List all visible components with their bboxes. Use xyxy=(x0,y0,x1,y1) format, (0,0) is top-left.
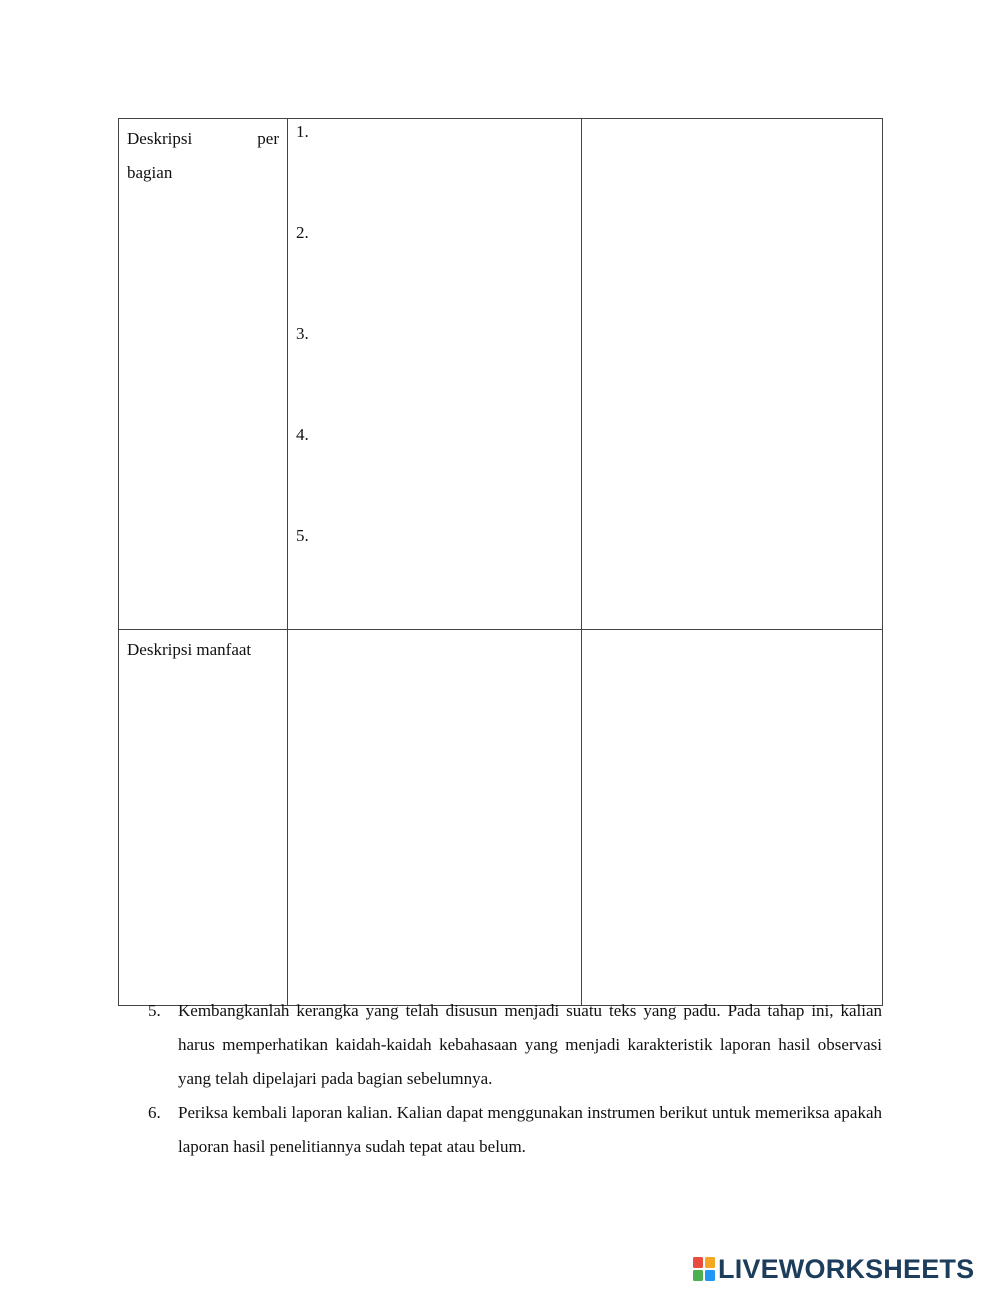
instruction-item xyxy=(148,994,882,1096)
instruction-text: Kembangkanlah kerangka yang telah disusun menjadi suatu teks yang padu. Pada tahap ini, kalian harus memperhatikan kaidah-kaidah kebahasaan yang menjadi karakteristik laporan hasil observasi yang telah dipelajari pada bagian sebelumnya. xyxy=(178,1001,882,1088)
instruction-text: Periksa kembali laporan kalian. Kalian dapat menggunakan instrumen berikut untuk memeriksa apakah laporan hasil penelitiannya sudah tepat atau belum. xyxy=(178,1103,882,1156)
liveworksheets-logo-icon xyxy=(693,1257,715,1281)
worksheet-table xyxy=(118,118,883,1006)
liveworksheets-logo xyxy=(693,1252,974,1286)
row-label-line: bagian xyxy=(127,163,173,182)
table-row-deskripsi-manfaat xyxy=(119,630,883,1006)
list-item-number: 3. xyxy=(296,324,309,343)
row-label-cell xyxy=(119,119,288,630)
row-label: Deskripsi manfaat xyxy=(127,640,252,659)
answer-cell[interactable] xyxy=(582,630,883,1006)
list-item-number: 4. xyxy=(296,425,309,444)
row-label-cell xyxy=(119,630,288,1006)
answer-cell[interactable] xyxy=(582,119,883,630)
answer-cell[interactable] xyxy=(288,630,582,1006)
instruction-number: 6. xyxy=(148,1103,161,1122)
answer-input-manfaat-1[interactable] xyxy=(288,630,581,1005)
list-item-number: 2. xyxy=(296,223,309,242)
table-row-deskripsi-per-bagian xyxy=(119,119,883,630)
list-item-number: 1. xyxy=(296,122,309,141)
row-label-line: Deskripsi per xyxy=(127,129,279,148)
answer-input-manfaat-2[interactable] xyxy=(582,630,882,1005)
list-item-number: 5. xyxy=(296,526,309,545)
instruction-item xyxy=(148,1096,882,1164)
instruction-number: 5. xyxy=(148,1001,161,1020)
answer-input-deskripsi-per-bagian[interactable] xyxy=(582,119,882,629)
logo-text: LIVEWORKSHEETS xyxy=(718,1254,975,1284)
instruction-list xyxy=(148,994,882,1164)
numbered-list-cell xyxy=(288,119,582,630)
